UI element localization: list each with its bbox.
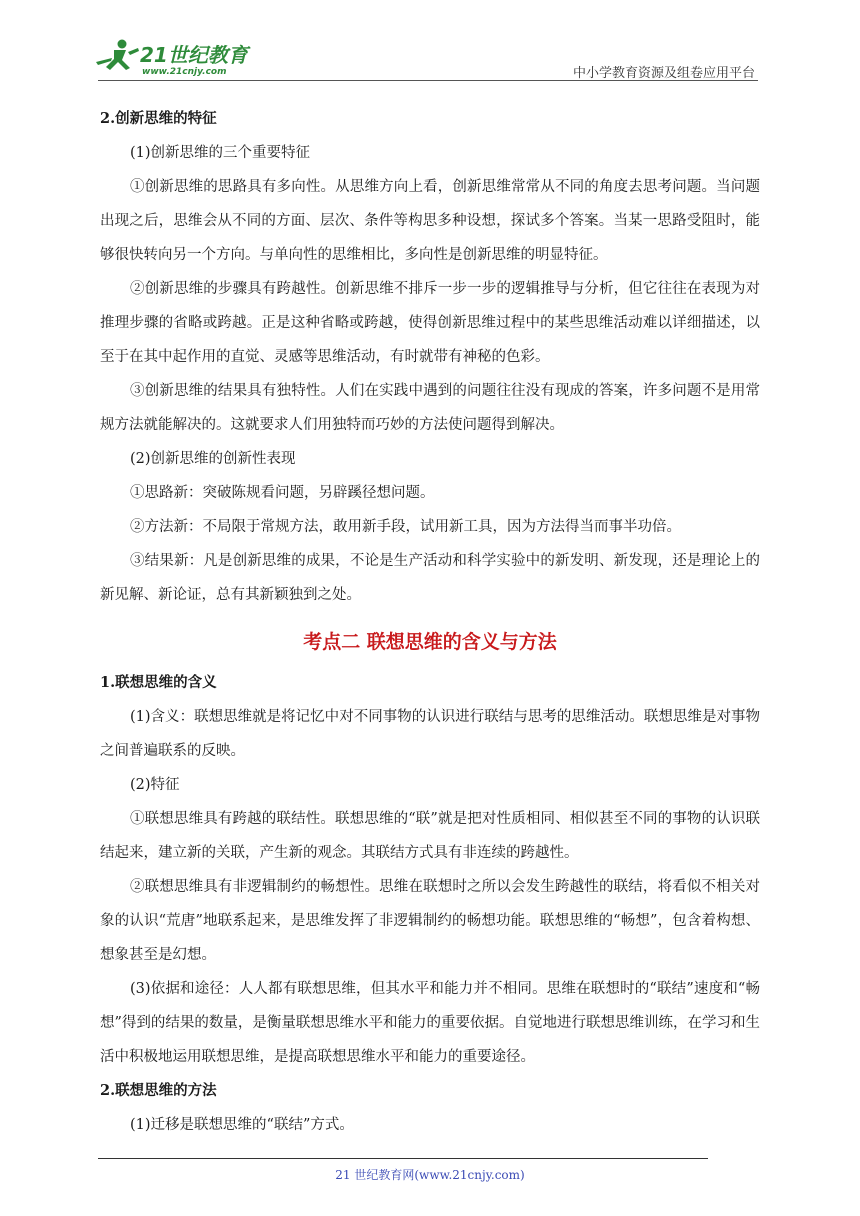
subheading-methods: 2.联想思维的方法 [100,1082,217,1099]
paragraph: ①联想思维具有跨越的联结性。联想思维的“联”就是把对性质相同、相似甚至不同的事物的认识联结起来，建立新的关联，产生新的观念。其联结方式具有非连续的跨越性。 [100,811,760,861]
paragraph: (1)迁移是联想思维的“联结”方式。 [130,1117,354,1133]
logo-url: www.21cnjy.com [142,67,227,77]
paragraph: ③创新思维的结果具有独特性。人们在实践中遇到的问题往往没有现成的答案，许多问题不是用常规方法就能解决的。这就要求人们用独特而巧妙的方法使问题得到解决。 [100,383,760,433]
site-logo [92,38,262,78]
logo-text: 21世纪教育 [140,43,248,67]
paragraph: ②方法新：不局限于常规方法，敢用新手段，试用新工具，因为方法得当而事半功倍。 [130,519,681,535]
paragraph: (2)创新思维的创新性表现 [130,451,296,467]
paragraph: (1)创新思维的三个重要特征 [130,145,311,161]
header-divider [98,80,758,81]
paragraph: ①创新思维的思路具有多向性。从思维方向上看，创新思维常常从不同的角度去思考问题。当问题出现之后，思维会从不同的方面、层次、条件等构思多种设想，探试多个答案。当某一思路受阻时，能够很快转向另一个方向。与单向性的思维相比，多向性是创新思维的明显特征。 [100,179,760,263]
subheading-meaning: 1.联想思维的含义 [100,674,217,691]
subheading-innovative-features: 2.创新思维的特征 [100,110,217,127]
paragraph: (3)依据和途径：人人都有联想思维，但其水平和能力并不相同。思维在联想时的“联结”速度和“畅想”得到的结果的数量，是衡量联想思维水平和能力的重要依据。自觉地进行联想思维训练，在学习和生活中积极地运用联想思维，是提高联想思维水平和能力的重要途径。 [100,981,760,1065]
paragraph: ①思路新：突破陈规看问题，另辟蹊径想问题。 [130,485,435,501]
paragraph: (1)含义：联想思维就是将记忆中对不同事物的认识进行联结与思考的思维活动。联想思维是对事物之间普遍联系的反映。 [100,709,760,759]
paragraph: ②联想思维具有非逻辑制约的畅想性。思维在联想时之所以会发生跨越性的联结，将看似不相关对象的认识“荒唐”地联系起来，是思维发挥了非逻辑制约的畅想功能。联想思维的“畅想”，包含着构想、想象甚至是幻想。 [100,879,760,963]
page-footer: 21 世纪教育网(www.21cnjy.com) [335,1168,525,1182]
runner-logo-icon [92,38,262,78]
paragraph: ②创新思维的步骤具有跨越性。创新思维不排斥一步一步的逻辑推导与分析，但它往往在表现为对推理步骤的省略或跨越。正是这种省略或跨越，使得创新思维过程中的某些思维活动难以详细描述，以至于在其中起作用的直觉、灵感等思维活动，有时就带有神秘的色彩。 [100,281,760,365]
paragraph: (2)特征 [130,777,180,793]
document-body [100,102,760,1142]
section-title: 考点二 联想思维的含义与方法 [303,631,557,653]
paragraph: ③结果新：凡是创新思维的成果，不论是生产活动和科学实验中的新发明、新发现，还是理论上的新见解、新论证，总有其新颖独到之处。 [100,553,760,603]
footer-divider [98,1158,708,1159]
page-header [0,0,860,90]
platform-name: 中小学教育资源及组卷应用平台 [572,66,755,81]
